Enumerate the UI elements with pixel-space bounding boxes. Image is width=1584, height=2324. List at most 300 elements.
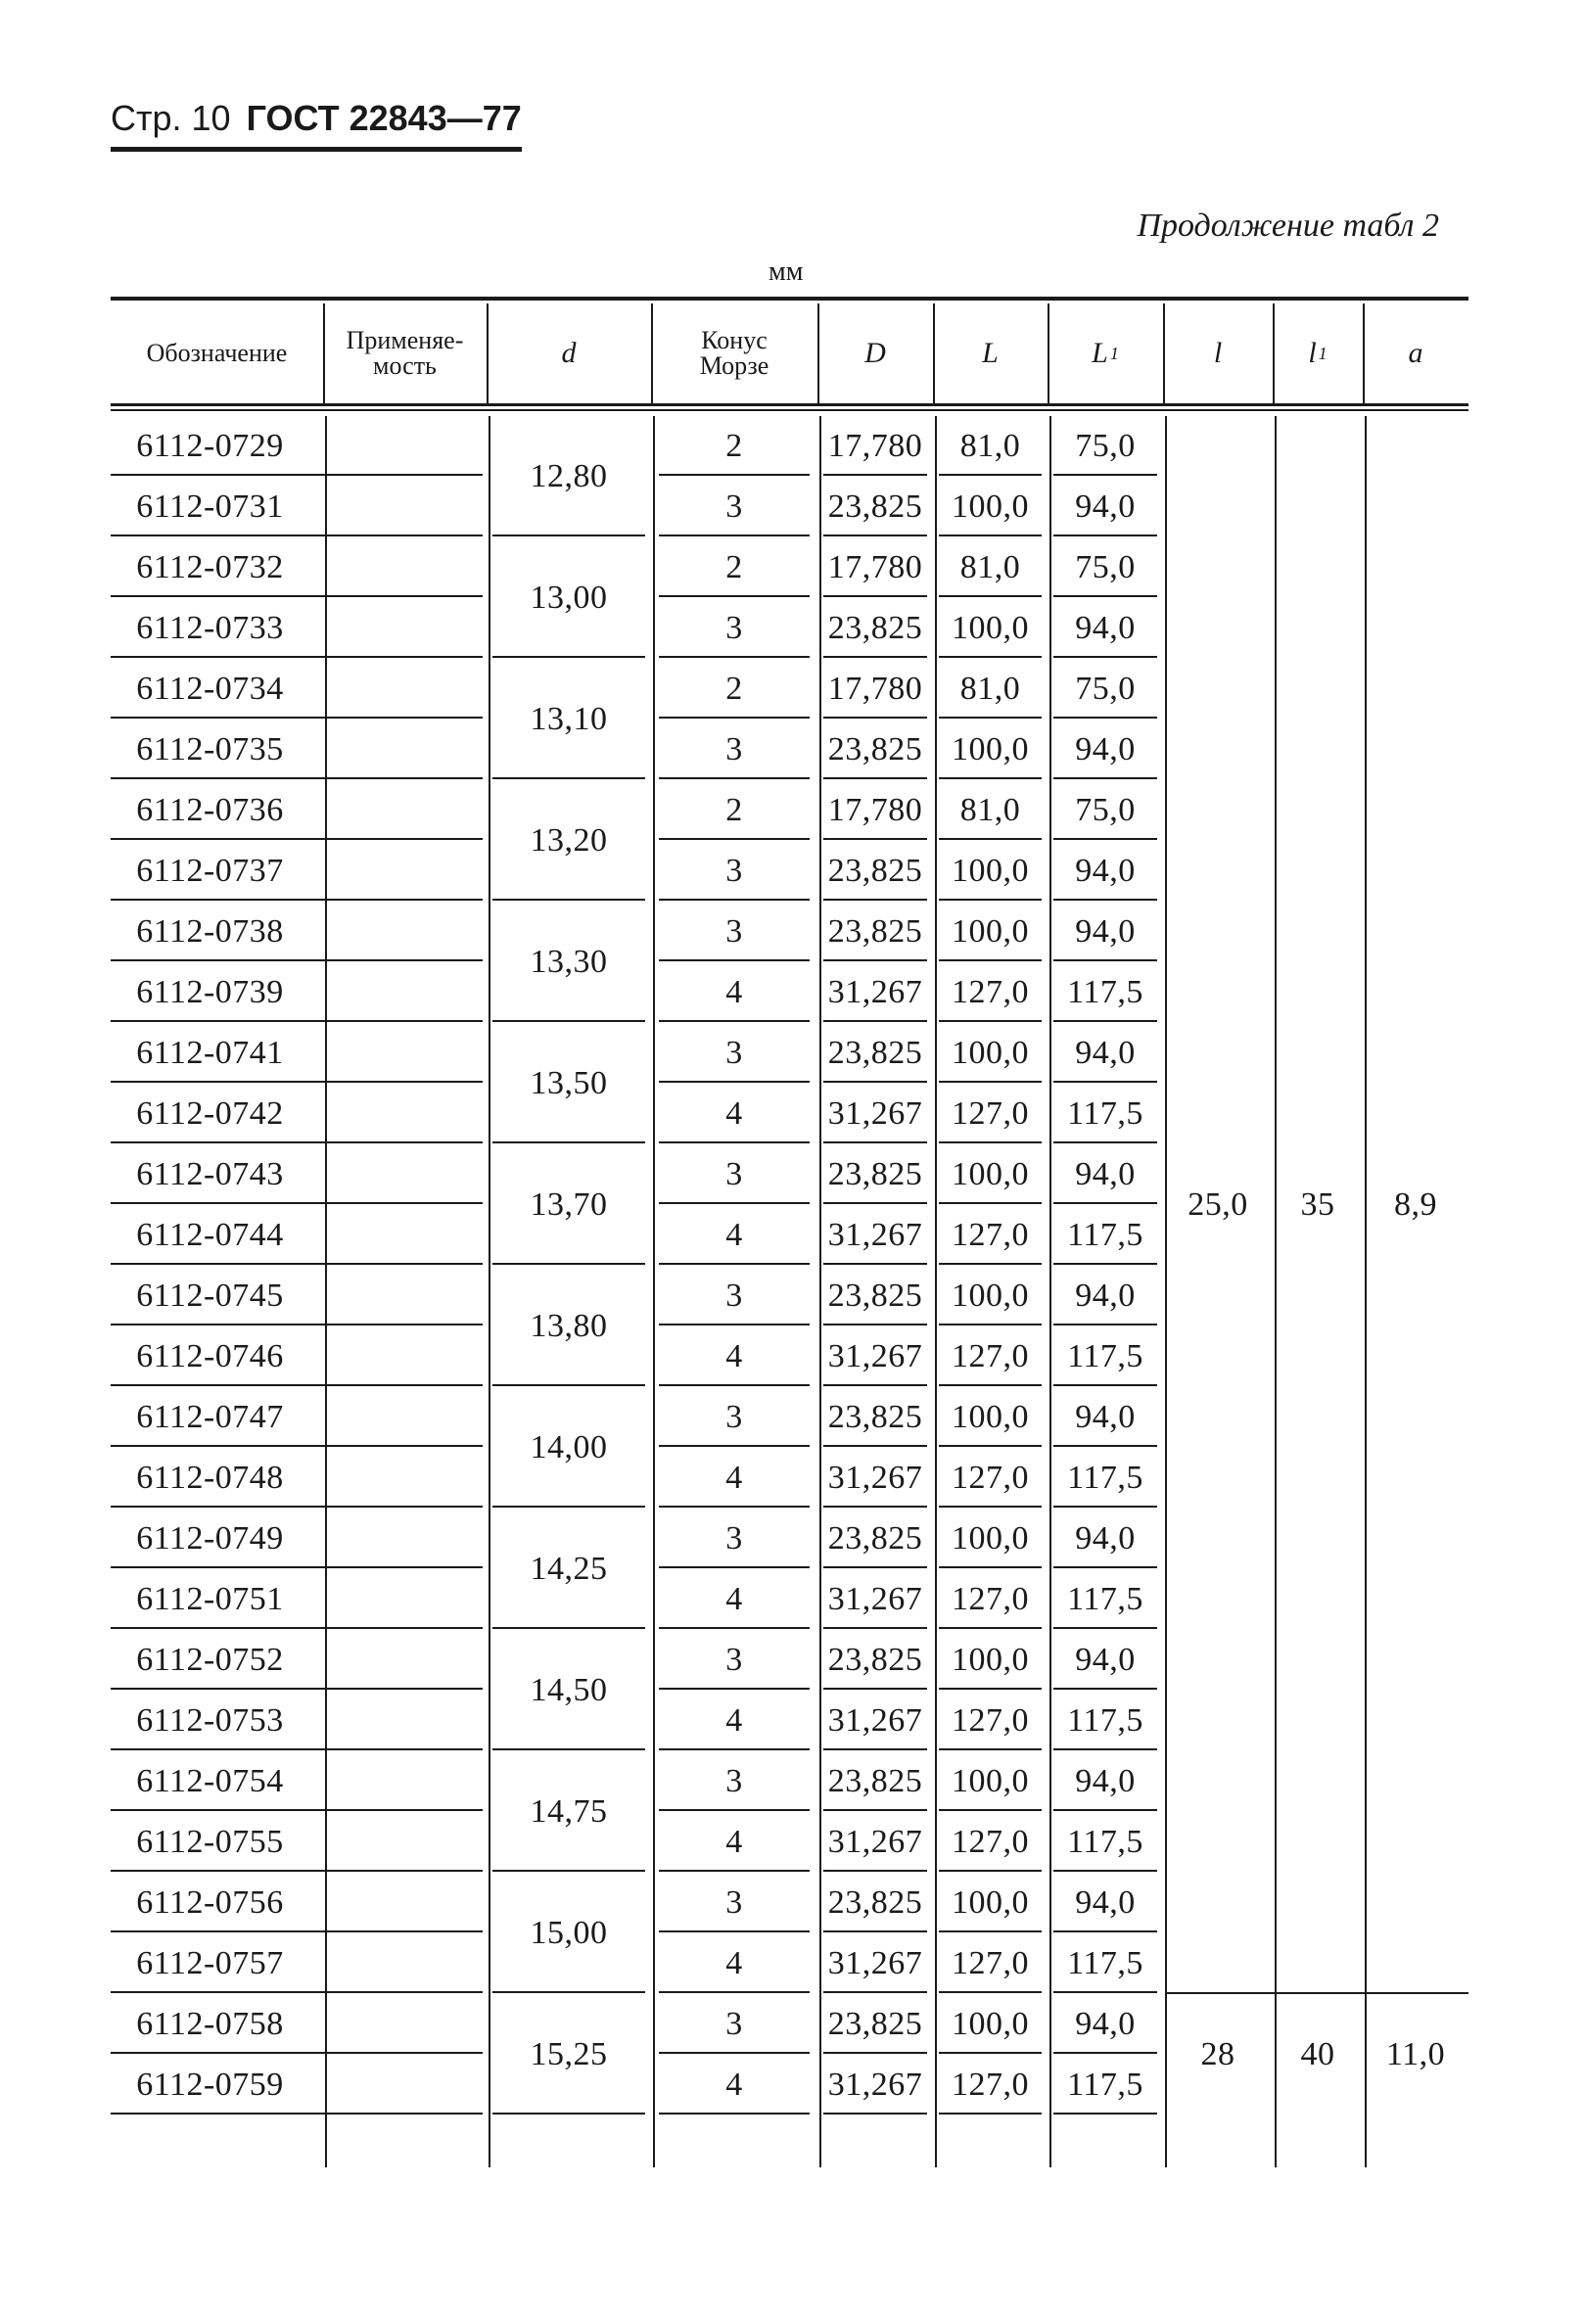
d-cell: 13,30	[530, 944, 608, 980]
L1-cell: 94,0	[1075, 488, 1136, 525]
designation-cell: 6112-0749	[136, 1520, 284, 1557]
d-cell: 15,25	[530, 2036, 608, 2072]
row-rule-L1	[1053, 1566, 1157, 1568]
L-cell: 81,0	[959, 549, 1021, 585]
designation-cell: 6112-0752	[136, 1642, 284, 1678]
morse-taper-cell: 3	[725, 1278, 743, 1314]
L-cell: 100,0	[952, 913, 1029, 950]
designation-cell: 6112-0741	[136, 1035, 284, 1071]
row-rule-D	[823, 535, 927, 536]
designation-cell: 6112-0745	[136, 1278, 284, 1314]
row-rule-morse	[659, 1384, 810, 1386]
D-cell: 23,825	[827, 1278, 923, 1314]
L1-cell: 94,0	[1075, 1156, 1136, 1192]
L-cell: 127,0	[952, 1824, 1029, 1860]
L-cell: 127,0	[952, 1581, 1029, 1617]
D-cell: 23,825	[827, 1156, 923, 1192]
standard-number: ГОСТ 22843—77	[246, 98, 522, 138]
row-rule-L	[939, 717, 1042, 719]
col-header-designation-text: Обозначение	[146, 339, 288, 367]
D-cell: 17,780	[827, 428, 923, 464]
body-col-separator	[325, 416, 327, 2167]
col-header-a	[1363, 303, 1468, 403]
row-rule-L	[939, 838, 1042, 840]
header-bottom-rule	[111, 403, 1468, 406]
L-cell: 100,0	[952, 1156, 1029, 1192]
row-rule-L1	[1053, 1020, 1157, 1022]
designation-cell: 6112-0756	[136, 1884, 284, 1921]
row-rule-D	[823, 1930, 927, 1932]
units-label: мм	[769, 256, 804, 287]
morse-taper-cell: 4	[725, 1095, 743, 1132]
row-rule-L1	[1053, 1202, 1157, 1204]
row-rule-applicability	[331, 1748, 479, 1750]
L-cell: 100,0	[952, 731, 1029, 767]
L1-cell: 117,5	[1067, 1338, 1143, 1374]
L1-cell: 94,0	[1075, 853, 1136, 889]
D-cell: 23,825	[827, 731, 923, 767]
morse-taper-cell: 2	[725, 549, 743, 585]
header-rule	[111, 147, 522, 152]
row-rule-L1	[1053, 474, 1157, 476]
designation-cell: 6112-0747	[136, 1399, 284, 1435]
row-rule-L	[939, 1991, 1042, 1993]
designation-cell: 6112-0734	[136, 671, 284, 707]
L1-cell: 117,5	[1067, 2067, 1143, 2103]
row-rule-L	[939, 1263, 1042, 1265]
D-cell: 23,825	[827, 488, 923, 525]
row-rule-L	[939, 1870, 1042, 1872]
L1-cell: 117,5	[1067, 1945, 1143, 1981]
row-rule-applicability	[331, 595, 479, 597]
row-rule-D	[823, 2113, 927, 2115]
D-cell: 17,780	[827, 792, 923, 828]
row-rule-morse	[659, 959, 810, 961]
L1-cell: 117,5	[1067, 1702, 1143, 1739]
L-cell: 100,0	[952, 2006, 1029, 2042]
row-rule-applicability	[331, 1506, 479, 1508]
L1-cell: 117,5	[1067, 1095, 1143, 1132]
row-rule-L1	[1053, 1991, 1157, 1993]
designation-cell: 6112-0746	[136, 1338, 284, 1374]
a-cell-group-2: 11,0	[1385, 2036, 1446, 2072]
designation-cell: 6112-0753	[136, 1702, 284, 1739]
morse-taper-cell: 4	[725, 1217, 743, 1253]
morse-taper-cell: 4	[725, 1945, 743, 1981]
morse-taper-cell: 4	[725, 1824, 743, 1860]
row-rule-D	[823, 1688, 927, 1690]
row-rule-L1	[1053, 1748, 1157, 1750]
morse-taper-cell: 3	[725, 1763, 743, 1799]
row-rule-D	[823, 1020, 927, 1022]
designation-cell: 6112-0748	[136, 1460, 284, 1496]
D-cell: 31,267	[827, 1945, 923, 1981]
designation-cell: 6112-0736	[136, 792, 284, 828]
L-cell: 127,0	[952, 974, 1029, 1010]
L1-cell: 94,0	[1075, 913, 1136, 950]
row-rule-L1	[1053, 1324, 1157, 1325]
designation-cell: 6112-0759	[136, 2067, 284, 2103]
D-cell: 23,825	[827, 1763, 923, 1799]
morse-taper-cell: 4	[725, 2067, 743, 2103]
row-rule-L1	[1053, 1688, 1157, 1690]
header-bottom-rule-2	[111, 409, 1468, 411]
row-rule-L1	[1053, 1930, 1157, 1932]
L-cell: 100,0	[952, 853, 1029, 889]
L-cell: 81,0	[959, 428, 1021, 464]
row-rule-D	[823, 838, 927, 840]
designation-cell: 6112-0737	[136, 853, 284, 889]
D-cell: 31,267	[827, 1338, 923, 1374]
row-rule-morse	[659, 1324, 810, 1325]
row-rule-L1	[1053, 838, 1157, 840]
morse-taper-cell: 3	[725, 1520, 743, 1557]
L-cell: 100,0	[952, 488, 1029, 525]
L1-cell: 94,0	[1075, 1884, 1136, 1921]
row-rule-L	[939, 899, 1042, 901]
morse-taper-cell: 3	[725, 853, 743, 889]
designation-cell: 6112-0742	[136, 1095, 284, 1132]
l1-cell-group-2: 40	[1300, 2036, 1335, 2072]
morse-taper-cell: 4	[725, 1581, 743, 1617]
row-rule-morse	[659, 1141, 810, 1143]
morse-taper-cell: 4	[725, 1702, 743, 1739]
designation-cell: 6112-0729	[136, 428, 284, 464]
row-rule-L	[939, 1384, 1042, 1386]
row-rule-applicability	[331, 717, 479, 719]
D-cell: 23,825	[827, 1642, 923, 1678]
col-header-d-text: d	[561, 337, 577, 369]
row-rule-D	[823, 899, 927, 901]
col-header-l	[1163, 303, 1273, 403]
row-rule-applicability	[331, 777, 479, 779]
row-rule-D	[823, 595, 927, 597]
D-cell: 17,780	[827, 671, 923, 707]
designation-cell: 6112-0731	[136, 488, 284, 525]
D-cell: 23,825	[827, 853, 923, 889]
row-rule-D	[823, 959, 927, 961]
row-rule-L	[939, 595, 1042, 597]
row-rule-morse	[659, 838, 810, 840]
D-cell: 31,267	[827, 1702, 923, 1739]
morse-taper-cell: 3	[725, 731, 743, 767]
designation-cell: 6112-0735	[136, 731, 284, 767]
row-rule-L1	[1053, 1627, 1157, 1629]
d-cell: 13,20	[530, 822, 608, 859]
morse-taper-cell: 3	[725, 1035, 743, 1071]
row-rule-D	[823, 474, 927, 476]
row-rule-L1	[1053, 656, 1157, 658]
L1-cell: 94,0	[1075, 1278, 1136, 1314]
L-cell: 127,0	[952, 1338, 1029, 1374]
row-rule-L	[939, 535, 1042, 536]
row-rule-applicability	[331, 1141, 479, 1143]
row-rule-D	[823, 1809, 927, 1811]
row-rule-L1	[1053, 2113, 1157, 2115]
row-rule-L	[939, 1809, 1042, 1811]
L-cell: 100,0	[952, 1520, 1029, 1557]
col-header-L-text: L	[982, 337, 999, 369]
row-rule-L1	[1053, 1081, 1157, 1083]
row-rule-applicability	[331, 1384, 479, 1386]
L1-cell: 94,0	[1075, 2006, 1136, 2042]
a-cell-group-1: 8,9	[1394, 1186, 1437, 1223]
row-rule-L1	[1053, 1384, 1157, 1386]
col-header-applicability	[323, 303, 487, 403]
col-header-a-text: a	[1408, 337, 1423, 369]
designation-cell: 6112-0744	[136, 1217, 284, 1253]
row-rule-L	[939, 1688, 1042, 1690]
L-cell: 127,0	[952, 1702, 1029, 1739]
d-cell: 14,50	[530, 1672, 608, 1708]
row-rule-L1	[1053, 899, 1157, 901]
col-header-l-text: l	[1213, 337, 1223, 369]
row-rule-applicability	[331, 1930, 479, 1932]
D-cell: 31,267	[827, 1824, 923, 1860]
row-rule-morse	[659, 474, 810, 476]
row-rule-applicability	[331, 656, 479, 658]
row-rule-morse	[659, 1566, 810, 1568]
d-cell: 13,70	[530, 1186, 608, 1223]
row-rule-applicability	[331, 1991, 479, 1993]
col-header-l1-text: l	[1308, 337, 1317, 369]
col-header-l1	[1273, 303, 1363, 403]
L1-cell: 94,0	[1075, 1399, 1136, 1435]
row-rule-applicability	[331, 1809, 479, 1811]
D-cell: 23,825	[827, 1399, 923, 1435]
d-cell: 15,00	[530, 1915, 608, 1951]
d-cell: 13,80	[530, 1308, 608, 1344]
row-rule-morse	[659, 1627, 810, 1629]
col-header-D	[817, 303, 933, 403]
designation-cell: 6112-0751	[136, 1581, 284, 1617]
morse-taper-cell: 4	[725, 1460, 743, 1496]
d-cell: 14,25	[530, 1551, 608, 1587]
row-rule-L	[939, 1081, 1042, 1083]
col-header-L1	[1048, 303, 1163, 403]
morse-taper-cell: 2	[725, 428, 743, 464]
D-cell: 31,267	[827, 1460, 923, 1496]
group-separator-rule	[1167, 1992, 1468, 1994]
L1-cell: 75,0	[1075, 792, 1136, 828]
col-header-designation	[111, 303, 323, 403]
row-rule-D	[823, 1506, 927, 1508]
row-rule-applicability	[331, 899, 479, 901]
row-rule-L1	[1053, 595, 1157, 597]
row-rule-D	[823, 1748, 927, 1750]
row-rule-morse	[659, 1020, 810, 1022]
L1-cell: 117,5	[1067, 1217, 1143, 1253]
L-cell: 127,0	[952, 1945, 1029, 1981]
row-rule-morse	[659, 1081, 810, 1083]
row-rule-morse	[659, 777, 810, 779]
designation-cell: 6112-0738	[136, 913, 284, 950]
D-cell: 31,267	[827, 2067, 923, 2103]
row-rule-L	[939, 1445, 1042, 1447]
row-rule-L1	[1053, 535, 1157, 536]
designation-cell: 6112-0754	[136, 1763, 284, 1799]
d-cell: 14,00	[530, 1429, 608, 1465]
row-rule-L	[939, 1748, 1042, 1750]
row-rule-D	[823, 1566, 927, 1568]
row-rule-L	[939, 1141, 1042, 1143]
L1-cell: 117,5	[1067, 1581, 1143, 1617]
D-cell: 23,825	[827, 610, 923, 646]
l1-cell-group-1: 35	[1300, 1186, 1335, 1223]
row-rule-morse	[659, 1202, 810, 1204]
L1-cell: 75,0	[1075, 671, 1136, 707]
row-rule-morse	[659, 1263, 810, 1265]
col-header-L1-text: L	[1092, 337, 1108, 369]
L1-cell: 94,0	[1075, 1520, 1136, 1557]
row-rule-D	[823, 1202, 927, 1204]
row-rule-L1	[1053, 717, 1157, 719]
row-rule-L1	[1053, 777, 1157, 779]
row-rule-morse	[659, 1809, 810, 1811]
row-rule-L1	[1053, 1263, 1157, 1265]
row-rule-applicability	[331, 1020, 479, 1022]
row-rule-morse	[659, 1506, 810, 1508]
D-cell: 23,825	[827, 1035, 923, 1071]
d-cell: 13,10	[530, 701, 608, 737]
row-rule-D	[823, 1870, 927, 1872]
row-rule-D	[823, 2052, 927, 2054]
row-rule-D	[823, 717, 927, 719]
morse-taper-cell: 3	[725, 913, 743, 950]
row-rule-morse	[659, 656, 810, 658]
row-rule-D	[823, 1384, 927, 1386]
L-cell: 100,0	[952, 610, 1029, 646]
L1-cell: 94,0	[1075, 610, 1136, 646]
d-cell: 13,00	[530, 580, 608, 616]
morse-taper-cell: 2	[725, 792, 743, 828]
row-rule-L	[939, 1202, 1042, 1204]
row-rule-morse	[659, 2113, 810, 2115]
row-rule-morse	[659, 1930, 810, 1932]
col-header-D-text: D	[864, 337, 886, 369]
col-header-d	[487, 303, 651, 403]
row-rule-D	[823, 777, 927, 779]
L-cell: 127,0	[952, 1217, 1029, 1253]
D-cell: 31,267	[827, 1581, 923, 1617]
row-rule-applicability	[331, 2113, 479, 2115]
row-rule-morse	[659, 595, 810, 597]
designation-cell: 6112-0739	[136, 974, 284, 1010]
row-rule-morse	[659, 535, 810, 536]
D-cell: 31,267	[827, 974, 923, 1010]
designation-cell: 6112-0733	[136, 610, 284, 646]
row-rule-morse	[659, 899, 810, 901]
row-rule-morse	[659, 1748, 810, 1750]
D-cell: 31,267	[827, 1095, 923, 1132]
L-cell: 100,0	[952, 1763, 1029, 1799]
L1-cell: 117,5	[1067, 1460, 1143, 1496]
morse-taper-cell: 2	[725, 671, 743, 707]
row-rule-L	[939, 1566, 1042, 1568]
d-cell: 13,50	[530, 1065, 608, 1101]
row-rule-L1	[1053, 2052, 1157, 2054]
morse-taper-cell: 3	[725, 1642, 743, 1678]
L-cell: 100,0	[952, 1642, 1029, 1678]
row-rule-D	[823, 1627, 927, 1629]
row-rule-L1	[1053, 1141, 1157, 1143]
row-rule-applicability	[331, 1081, 479, 1083]
row-rule-D	[823, 1991, 927, 1993]
col-header-morse-taper	[651, 303, 817, 403]
row-rule-L	[939, 1506, 1042, 1508]
designation-cell: 6112-0755	[136, 1824, 284, 1860]
row-rule-applicability	[331, 1870, 479, 1872]
L-cell: 81,0	[959, 671, 1021, 707]
row-rule-D	[823, 1445, 927, 1447]
row-rule-applicability	[331, 2052, 479, 2054]
L1-cell: 117,5	[1067, 974, 1143, 1010]
designation-cell: 6112-0757	[136, 1945, 284, 1981]
row-rule-applicability	[331, 1324, 479, 1325]
row-rule-applicability	[331, 959, 479, 961]
row-rule-D	[823, 1324, 927, 1325]
col-header-applicability-text: Применяе- мость	[346, 326, 464, 380]
row-rule-applicability	[331, 535, 479, 536]
col-header-l1-subscript: 1	[1318, 344, 1328, 363]
row-rule-L	[939, 1020, 1042, 1022]
row-rule-applicability	[331, 1263, 479, 1265]
d-cell: 14,75	[530, 1793, 608, 1830]
row-rule-applicability	[331, 1688, 479, 1690]
page-number: Стр. 10	[111, 98, 231, 138]
L1-cell: 75,0	[1075, 549, 1136, 585]
row-rule-applicability	[331, 1445, 479, 1447]
row-rule-morse	[659, 1870, 810, 1872]
row-rule-L	[939, 2052, 1042, 2054]
L-cell: 127,0	[952, 1095, 1029, 1132]
row-rule-L	[939, 959, 1042, 961]
row-rule-L	[939, 777, 1042, 779]
L-cell: 100,0	[952, 1035, 1029, 1071]
row-rule-applicability	[331, 1627, 479, 1629]
row-rule-applicability	[331, 474, 479, 476]
morse-taper-cell: 3	[725, 1156, 743, 1192]
morse-taper-cell: 4	[725, 1338, 743, 1374]
row-rule-morse	[659, 1445, 810, 1447]
l-cell-group-2: 28	[1200, 2036, 1235, 2072]
morse-taper-cell: 3	[725, 1399, 743, 1435]
D-cell: 23,825	[827, 913, 923, 950]
col-header-morse-taper-text: Конус Морзе	[699, 326, 769, 380]
L-cell: 127,0	[952, 1460, 1029, 1496]
L1-cell: 94,0	[1075, 1035, 1136, 1071]
D-cell: 31,267	[827, 1217, 923, 1253]
d-cell: 12,80	[530, 458, 608, 494]
row-rule-L	[939, 656, 1042, 658]
L-cell: 127,0	[952, 2067, 1029, 2103]
L1-cell: 94,0	[1075, 731, 1136, 767]
row-rule-D	[823, 656, 927, 658]
morse-taper-cell: 3	[725, 488, 743, 525]
row-rule-D	[823, 1141, 927, 1143]
row-rule-D	[823, 1081, 927, 1083]
morse-taper-cell: 4	[725, 974, 743, 1010]
row-rule-morse	[659, 2052, 810, 2054]
row-rule-D	[823, 1263, 927, 1265]
L-cell: 100,0	[952, 1278, 1029, 1314]
designation-cell: 6112-0732	[136, 549, 284, 585]
col-header-L1-subscript: 1	[1109, 344, 1119, 363]
table-caption: Продолжение табл 2	[1137, 208, 1439, 244]
row-rule-L	[939, 2113, 1042, 2115]
L1-cell: 94,0	[1075, 1642, 1136, 1678]
row-rule-L	[939, 1627, 1042, 1629]
